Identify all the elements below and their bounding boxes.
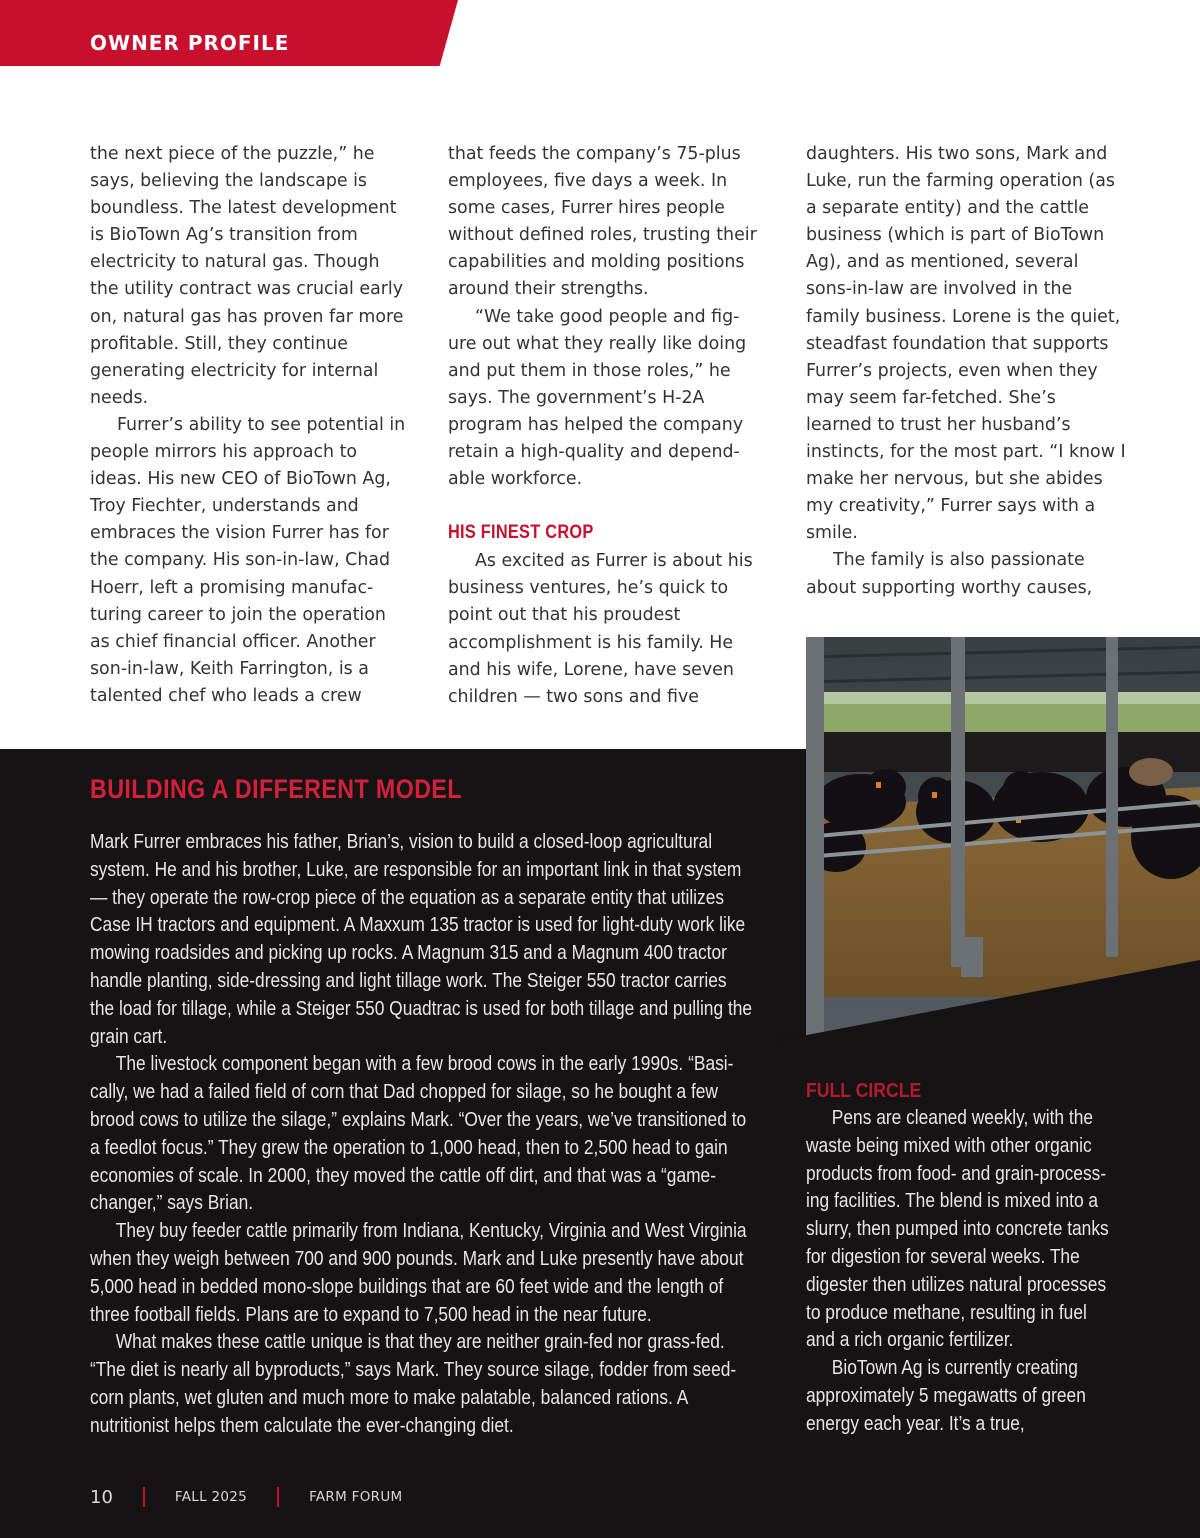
sidebar-title: BUILDING A DIFFERENT MODEL <box>90 774 462 804</box>
paragraph: BioTown Ag is currently creating approximately 5 megawatts of green energy each year. It’s a true, <box>806 1357 1086 1435</box>
paragraph: “We take good people and figure out what they really like doing and put them in those roles,” he says. The government’s H-2A program has helped the company retain a high-quality and dependable workforce. <box>448 306 747 490</box>
paragraph: Mark Furrer embraces his father, Brian’s, vision to build a closed-loop agricultural system. He and his brother, Luke, are responsible for an important link in that system — they operate the row-crop piece of the equation as a separate entity that utilizes Case IH tractors and equipment. A Maxxum 135 tractor is used for light-duty work like mowing roadsides and picking up rocks. A Magnum 315 and a Magnum 400 tractor handle planting, side-dressing and light tillage work. The Steiger 550 tractor carries the load for tillage, while a Steiger 550 Quadtrac is used for both tillage and pulling the grain cart. <box>90 831 753 1048</box>
article-column-2 <box>448 141 758 711</box>
page-footer <box>90 1484 402 1510</box>
page-number: 10 <box>90 1486 113 1508</box>
sidebar-body <box>90 829 752 1441</box>
footer-divider <box>277 1487 279 1507</box>
article-column-1 <box>90 141 410 710</box>
section-label: OWNER PROFILE <box>90 31 290 55</box>
paragraph: What makes these cattle unique is that they are neither grain-fed nor grass-fed. “The diet is nearly all byproducts,” says Mark. They source silage, fodder from seed-corn plants, wet gluten and much more to make palatable, balanced rations. A nutritionist helps them calculate the ever-changing diet. <box>90 1331 737 1437</box>
subheading: FULL CIRCLE <box>806 1079 922 1102</box>
paragraph: The livestock component began with a few brood cows in the early 1990s. “Basically, we had a failed field of corn that Dad chopped for silage, so he bought a few brood cows to utilize the silage,” explains Mark. “Over the years, we’ve transitioned to a feedlot focus.” They grew the operation to 1,000 head, then to 2,500 head to gain economies of scale. In 2000, they moved the cattle off dirt, and that was a “game-changer,” says Brian. <box>90 1053 747 1215</box>
footer-divider <box>143 1487 145 1507</box>
subheading: HIS FINEST CROP <box>448 522 594 544</box>
paragraph: daughters. His two sons, Mark and Luke, run the farming operation (as a separate entity) and the cattle business (which is part of BioTown Ag), and as mentioned, several sons-in-law are involved in the family business. Lorene is the quiet, steadfast foundation that supports Furrer’s projects, even when they may seem far-fetched. She’s learned to trust her husband’s instincts, for the most part. “I know I make her nervous, but she abides my creativity,” Furrer says with a smile. <box>806 144 1126 544</box>
paragraph: Pens are cleaned weekly, with the waste being mixed with other organic products from food- and grain-processing facilities. The blend is mixed into a slurry, then pumped into concrete tanks for digestion for several weeks. The digester then utilizes natural processes to produce methane, resulting in fuel and a rich organic fertilizer. <box>806 1107 1109 1352</box>
full-circle-column <box>806 1077 1111 1439</box>
paragraph: The family is also passionate about supporting worthy causes, <box>806 550 1093 598</box>
publication-name: FARM FORUM <box>309 1489 403 1505</box>
issue-label: FALL 2025 <box>174 1489 248 1505</box>
paragraph: the next piece of the puzzle,” he says, believing the landscape is boundless. The latest development is BioTown Ag’s transition from electricity to natural gas. Though the utility contract was crucial early on, natural gas has proven far more profitable. Still, they continue generating electricity for internal needs. <box>90 144 404 408</box>
paragraph: They buy feeder cattle primarily from Indiana, Kentucky, Virginia and West Virginia when they weigh between 700 and 900 pounds. Mark and Luke presently have about 5,000 head in bedded mono-slope buildings that are 60 feet wide and the length of three football fields. Plans are to expand to 7,500 head in the near future. <box>90 1220 747 1326</box>
paragraph: As excited as Furrer is about his business ventures, he’s quick to point out that his proudest accomplishment is his family. He and his wife, Lorene, have seven children — two sons and five <box>448 551 753 707</box>
paragraph: Furrer’s ability to see potential in people mirrors his approach to ideas. His new CEO of BioTown Ag, Troy Fiechter, understands and embraces the vision Furrer has for the company. His son-in-law, Chad Hoerr, left a promising manufacturing career to join the operation as chief financial officer. Another son-in-law, Keith Farrington, is a talented chef who leads a crew <box>90 414 406 706</box>
paragraph: that feeds the company’s 75-plus employees, five days a week. In some cases, Furrer hires people without defined roles, trusting their capabilities and molding positions around their strengths. <box>448 144 757 300</box>
article-column-3 <box>806 141 1126 602</box>
